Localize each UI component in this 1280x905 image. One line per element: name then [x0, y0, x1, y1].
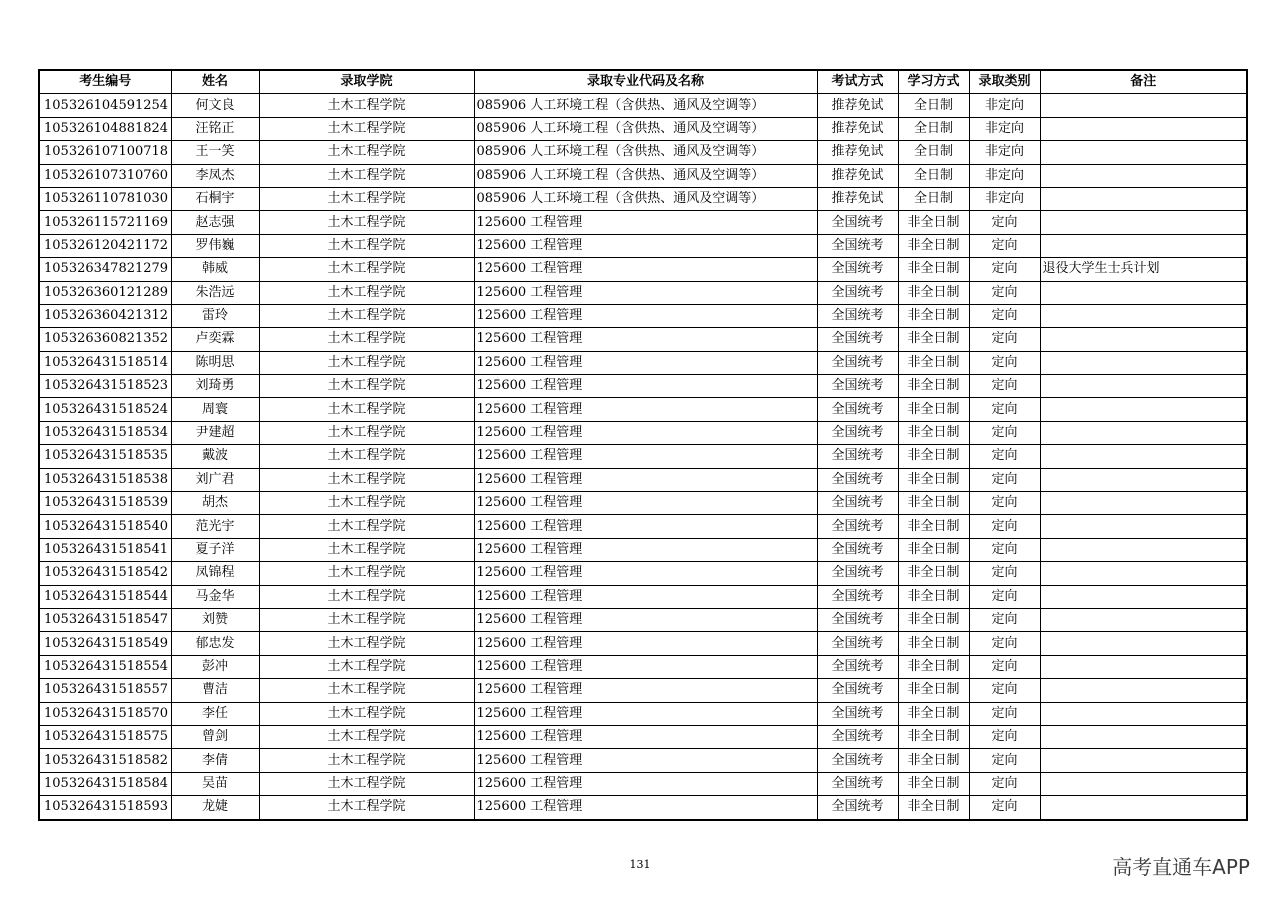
cell-exam-method: 全国统考 [817, 492, 898, 515]
cell-study-mode: 全日制 [898, 164, 969, 187]
cell-major: 125600 工程管理 [474, 375, 817, 398]
cell-admission-type: 非定向 [969, 94, 1040, 117]
cell-study-mode: 非全日制 [898, 211, 969, 234]
cell-study-mode: 非全日制 [898, 281, 969, 304]
cell-major: 125600 工程管理 [474, 281, 817, 304]
cell-college: 土木工程学院 [259, 234, 474, 257]
cell-admission-type: 定向 [969, 421, 1040, 444]
cell-study-mode: 非全日制 [898, 258, 969, 281]
cell-admission-type: 定向 [969, 796, 1040, 820]
cell-college: 土木工程学院 [259, 211, 474, 234]
table-row [39, 749, 1247, 772]
cell-admission-type: 定向 [969, 351, 1040, 374]
cell-name: 吴苗 [171, 772, 259, 795]
cell-college: 土木工程学院 [259, 585, 474, 608]
cell-admission-type: 定向 [969, 632, 1040, 655]
cell-name: 马金华 [171, 585, 259, 608]
table-row [39, 632, 1247, 655]
cell-name: 何文良 [171, 94, 259, 117]
cell-exam-id: 105326431518524 [39, 398, 171, 421]
cell-major: 125600 工程管理 [474, 796, 817, 820]
cell-remarks: 退役大学生士兵计划 [1040, 258, 1247, 281]
cell-college: 土木工程学院 [259, 94, 474, 117]
cell-remarks [1040, 515, 1247, 538]
table-row [39, 585, 1247, 608]
cell-remarks [1040, 445, 1247, 468]
cell-exam-id: 105326360821352 [39, 328, 171, 351]
cell-college: 土木工程学院 [259, 164, 474, 187]
cell-study-mode: 非全日制 [898, 608, 969, 631]
cell-exam-method: 推荐免试 [817, 117, 898, 140]
cell-admission-type: 定向 [969, 375, 1040, 398]
cell-admission-type: 定向 [969, 702, 1040, 725]
cell-name: 戴波 [171, 445, 259, 468]
cell-college: 土木工程学院 [259, 772, 474, 795]
cell-study-mode: 非全日制 [898, 772, 969, 795]
cell-exam-id: 105326360421312 [39, 304, 171, 327]
cell-major: 085906 人工环境工程（含供热、通风及空调等） [474, 117, 817, 140]
cell-remarks [1040, 585, 1247, 608]
admission-table-container [38, 69, 1246, 821]
cell-exam-id: 105326431518584 [39, 772, 171, 795]
cell-name: 曹洁 [171, 679, 259, 702]
cell-study-mode: 非全日制 [898, 492, 969, 515]
cell-college: 土木工程学院 [259, 445, 474, 468]
cell-admission-type: 非定向 [969, 164, 1040, 187]
cell-remarks [1040, 328, 1247, 351]
cell-college: 土木工程学院 [259, 796, 474, 820]
cell-study-mode: 全日制 [898, 117, 969, 140]
cell-remarks [1040, 117, 1247, 140]
cell-remarks [1040, 421, 1247, 444]
cell-study-mode: 非全日制 [898, 445, 969, 468]
cell-exam-method: 全国统考 [817, 398, 898, 421]
table-row [39, 304, 1247, 327]
cell-study-mode: 非全日制 [898, 655, 969, 678]
cell-college: 土木工程学院 [259, 538, 474, 561]
cell-major: 125600 工程管理 [474, 655, 817, 678]
cell-remarks [1040, 772, 1247, 795]
cell-exam-method: 全国统考 [817, 445, 898, 468]
cell-remarks [1040, 375, 1247, 398]
cell-major: 125600 工程管理 [474, 538, 817, 561]
cell-remarks [1040, 398, 1247, 421]
cell-remarks [1040, 234, 1247, 257]
table-row [39, 655, 1247, 678]
cell-exam-id: 105326431518539 [39, 492, 171, 515]
cell-study-mode: 非全日制 [898, 328, 969, 351]
cell-name: 卢奕霖 [171, 328, 259, 351]
cell-study-mode: 非全日制 [898, 562, 969, 585]
table-row [39, 679, 1247, 702]
cell-exam-method: 全国统考 [817, 796, 898, 820]
cell-admission-type: 定向 [969, 304, 1040, 327]
table-row [39, 398, 1247, 421]
cell-study-mode: 非全日制 [898, 234, 969, 257]
cell-admission-type: 定向 [969, 725, 1040, 748]
cell-exam-id: 105326120421172 [39, 234, 171, 257]
cell-exam-method: 全国统考 [817, 702, 898, 725]
cell-exam-method: 全国统考 [817, 375, 898, 398]
header-major: 录取专业代码及名称 [474, 70, 817, 94]
cell-admission-type: 非定向 [969, 117, 1040, 140]
cell-major: 125600 工程管理 [474, 562, 817, 585]
cell-college: 土木工程学院 [259, 304, 474, 327]
cell-name: 彭冲 [171, 655, 259, 678]
cell-study-mode: 非全日制 [898, 702, 969, 725]
cell-exam-method: 全国统考 [817, 585, 898, 608]
cell-admission-type: 定向 [969, 772, 1040, 795]
cell-name: 凤锦程 [171, 562, 259, 585]
cell-name: 陈明思 [171, 351, 259, 374]
cell-exam-id: 105326107100718 [39, 141, 171, 164]
table-row [39, 725, 1247, 748]
table-row [39, 164, 1247, 187]
cell-admission-type: 定向 [969, 445, 1040, 468]
cell-college: 土木工程学院 [259, 725, 474, 748]
cell-remarks [1040, 702, 1247, 725]
cell-college: 土木工程学院 [259, 702, 474, 725]
cell-exam-method: 全国统考 [817, 608, 898, 631]
cell-name: 李任 [171, 702, 259, 725]
cell-exam-method: 全国统考 [817, 351, 898, 374]
cell-exam-method: 全国统考 [817, 421, 898, 444]
cell-study-mode: 非全日制 [898, 304, 969, 327]
cell-exam-method: 全国统考 [817, 234, 898, 257]
cell-exam-id: 105326110781030 [39, 187, 171, 210]
table-row [39, 187, 1247, 210]
cell-remarks [1040, 141, 1247, 164]
cell-college: 土木工程学院 [259, 468, 474, 491]
cell-remarks [1040, 187, 1247, 210]
cell-major: 085906 人工环境工程（含供热、通风及空调等） [474, 94, 817, 117]
header-remarks: 备注 [1040, 70, 1247, 94]
cell-admission-type: 定向 [969, 655, 1040, 678]
cell-remarks [1040, 468, 1247, 491]
cell-major: 125600 工程管理 [474, 421, 817, 444]
cell-admission-type: 定向 [969, 679, 1040, 702]
cell-study-mode: 非全日制 [898, 538, 969, 561]
cell-study-mode: 全日制 [898, 187, 969, 210]
cell-admission-type: 定向 [969, 492, 1040, 515]
cell-study-mode: 非全日制 [898, 679, 969, 702]
cell-name: 罗伟巍 [171, 234, 259, 257]
cell-exam-id: 105326431518575 [39, 725, 171, 748]
cell-remarks [1040, 725, 1247, 748]
cell-admission-type: 定向 [969, 608, 1040, 631]
cell-study-mode: 非全日制 [898, 725, 969, 748]
table-header-row [39, 70, 1247, 94]
cell-name: 曾剑 [171, 725, 259, 748]
cell-remarks [1040, 94, 1247, 117]
cell-exam-id: 105326431518540 [39, 515, 171, 538]
cell-remarks [1040, 749, 1247, 772]
cell-college: 土木工程学院 [259, 421, 474, 444]
cell-college: 土木工程学院 [259, 492, 474, 515]
cell-major: 085906 人工环境工程（含供热、通风及空调等） [474, 164, 817, 187]
cell-remarks [1040, 538, 1247, 561]
table-row [39, 608, 1247, 631]
cell-college: 土木工程学院 [259, 117, 474, 140]
cell-college: 土木工程学院 [259, 328, 474, 351]
cell-admission-type: 定向 [969, 515, 1040, 538]
table-row [39, 234, 1247, 257]
cell-major: 125600 工程管理 [474, 304, 817, 327]
cell-major: 125600 工程管理 [474, 608, 817, 631]
cell-college: 土木工程学院 [259, 679, 474, 702]
cell-major: 125600 工程管理 [474, 468, 817, 491]
cell-major: 125600 工程管理 [474, 702, 817, 725]
cell-exam-method: 全国统考 [817, 655, 898, 678]
cell-admission-type: 定向 [969, 398, 1040, 421]
cell-college: 土木工程学院 [259, 375, 474, 398]
cell-admission-type: 定向 [969, 328, 1040, 351]
cell-exam-id: 105326104881824 [39, 117, 171, 140]
cell-study-mode: 全日制 [898, 94, 969, 117]
header-name: 姓名 [171, 70, 259, 94]
cell-exam-method: 全国统考 [817, 468, 898, 491]
cell-name: 汪铭正 [171, 117, 259, 140]
cell-exam-id: 105326431518557 [39, 679, 171, 702]
cell-remarks [1040, 492, 1247, 515]
cell-exam-method: 全国统考 [817, 211, 898, 234]
cell-exam-id: 105326431518541 [39, 538, 171, 561]
cell-college: 土木工程学院 [259, 608, 474, 631]
cell-name: 胡杰 [171, 492, 259, 515]
cell-exam-id: 105326107310760 [39, 164, 171, 187]
cell-exam-id: 105326431518535 [39, 445, 171, 468]
cell-study-mode: 全日制 [898, 141, 969, 164]
cell-remarks [1040, 164, 1247, 187]
table-row [39, 281, 1247, 304]
table-row [39, 702, 1247, 725]
cell-exam-id: 105326347821279 [39, 258, 171, 281]
table-body [39, 94, 1247, 820]
cell-study-mode: 非全日制 [898, 375, 969, 398]
cell-name: 朱浩远 [171, 281, 259, 304]
table-row [39, 328, 1247, 351]
table-row [39, 538, 1247, 561]
cell-study-mode: 非全日制 [898, 468, 969, 491]
cell-name: 龙婕 [171, 796, 259, 820]
cell-college: 土木工程学院 [259, 655, 474, 678]
cell-study-mode: 非全日制 [898, 796, 969, 820]
cell-remarks [1040, 281, 1247, 304]
cell-exam-method: 全国统考 [817, 328, 898, 351]
table-row [39, 772, 1247, 795]
cell-exam-id: 105326431518547 [39, 608, 171, 631]
table-row [39, 351, 1247, 374]
cell-college: 土木工程学院 [259, 632, 474, 655]
cell-major: 125600 工程管理 [474, 725, 817, 748]
cell-exam-method: 全国统考 [817, 562, 898, 585]
cell-name: 赵志强 [171, 211, 259, 234]
table-row [39, 375, 1247, 398]
cell-college: 土木工程学院 [259, 281, 474, 304]
cell-admission-type: 定向 [969, 211, 1040, 234]
table-row [39, 258, 1247, 281]
cell-exam-id: 105326104591254 [39, 94, 171, 117]
header-exam-id: 考生编号 [39, 70, 171, 94]
cell-college: 土木工程学院 [259, 141, 474, 164]
table-row [39, 468, 1247, 491]
cell-admission-type: 定向 [969, 562, 1040, 585]
cell-major: 125600 工程管理 [474, 445, 817, 468]
cell-name: 刘琦勇 [171, 375, 259, 398]
table-row [39, 492, 1247, 515]
cell-exam-id: 105326431518538 [39, 468, 171, 491]
cell-exam-id: 105326431518582 [39, 749, 171, 772]
cell-name: 周寰 [171, 398, 259, 421]
table-row [39, 515, 1247, 538]
table-row [39, 421, 1247, 444]
cell-admission-type: 非定向 [969, 141, 1040, 164]
cell-exam-method: 全国统考 [817, 304, 898, 327]
cell-major: 125600 工程管理 [474, 258, 817, 281]
cell-exam-id: 105326115721169 [39, 211, 171, 234]
cell-exam-method: 全国统考 [817, 515, 898, 538]
table-row [39, 796, 1247, 820]
table-row [39, 141, 1247, 164]
cell-exam-method: 全国统考 [817, 772, 898, 795]
cell-exam-id: 105326431518593 [39, 796, 171, 820]
cell-major: 085906 人工环境工程（含供热、通风及空调等） [474, 141, 817, 164]
cell-admission-type: 定向 [969, 585, 1040, 608]
cell-name: 郁忠发 [171, 632, 259, 655]
cell-exam-method: 全国统考 [817, 538, 898, 561]
header-college: 录取学院 [259, 70, 474, 94]
cell-major: 125600 工程管理 [474, 772, 817, 795]
cell-remarks [1040, 211, 1247, 234]
cell-major: 125600 工程管理 [474, 515, 817, 538]
cell-major: 125600 工程管理 [474, 351, 817, 374]
cell-name: 李倩 [171, 749, 259, 772]
cell-remarks [1040, 304, 1247, 327]
cell-name: 石桐宇 [171, 187, 259, 210]
cell-college: 土木工程学院 [259, 351, 474, 374]
cell-exam-id: 105326431518570 [39, 702, 171, 725]
cell-study-mode: 非全日制 [898, 398, 969, 421]
cell-major: 125600 工程管理 [474, 679, 817, 702]
cell-exam-method: 推荐免试 [817, 94, 898, 117]
cell-name: 李凤杰 [171, 164, 259, 187]
cell-name: 尹建超 [171, 421, 259, 444]
cell-name: 王一笑 [171, 141, 259, 164]
cell-major: 125600 工程管理 [474, 328, 817, 351]
cell-college: 土木工程学院 [259, 258, 474, 281]
cell-exam-id: 105326431518514 [39, 351, 171, 374]
cell-major: 085906 人工环境工程（含供热、通风及空调等） [474, 187, 817, 210]
cell-exam-method: 全国统考 [817, 679, 898, 702]
cell-admission-type: 定向 [969, 468, 1040, 491]
admission-table [38, 69, 1248, 821]
cell-exam-method: 全国统考 [817, 632, 898, 655]
cell-admission-type: 定向 [969, 258, 1040, 281]
cell-college: 土木工程学院 [259, 562, 474, 585]
cell-name: 雷玲 [171, 304, 259, 327]
cell-college: 土木工程学院 [259, 749, 474, 772]
cell-major: 125600 工程管理 [474, 234, 817, 257]
cell-remarks [1040, 655, 1247, 678]
cell-exam-method: 推荐免试 [817, 164, 898, 187]
cell-study-mode: 非全日制 [898, 351, 969, 374]
table-row [39, 211, 1247, 234]
cell-major: 125600 工程管理 [474, 398, 817, 421]
table-row [39, 94, 1247, 117]
header-admission-type: 录取类别 [969, 70, 1040, 94]
cell-exam-method: 全国统考 [817, 749, 898, 772]
cell-major: 125600 工程管理 [474, 585, 817, 608]
cell-study-mode: 非全日制 [898, 515, 969, 538]
cell-study-mode: 非全日制 [898, 585, 969, 608]
cell-exam-method: 全国统考 [817, 281, 898, 304]
cell-exam-id: 105326431518549 [39, 632, 171, 655]
cell-major: 125600 工程管理 [474, 492, 817, 515]
table-row [39, 117, 1247, 140]
cell-college: 土木工程学院 [259, 398, 474, 421]
cell-remarks [1040, 796, 1247, 820]
cell-exam-method: 全国统考 [817, 725, 898, 748]
cell-study-mode: 非全日制 [898, 749, 969, 772]
page-number: 131 [629, 858, 651, 871]
cell-exam-method: 推荐免试 [817, 187, 898, 210]
cell-remarks [1040, 608, 1247, 631]
cell-college: 土木工程学院 [259, 515, 474, 538]
cell-admission-type: 定向 [969, 749, 1040, 772]
cell-remarks [1040, 562, 1247, 585]
cell-remarks [1040, 679, 1247, 702]
cell-exam-method: 全国统考 [817, 258, 898, 281]
cell-exam-id: 105326431518554 [39, 655, 171, 678]
cell-exam-id: 105326431518523 [39, 375, 171, 398]
cell-remarks [1040, 351, 1247, 374]
cell-exam-method: 推荐免试 [817, 141, 898, 164]
header-study-mode: 学习方式 [898, 70, 969, 94]
cell-major: 125600 工程管理 [474, 632, 817, 655]
cell-exam-id: 105326431518534 [39, 421, 171, 444]
cell-study-mode: 非全日制 [898, 421, 969, 444]
table-row [39, 562, 1247, 585]
cell-name: 刘赞 [171, 608, 259, 631]
cell-name: 刘广君 [171, 468, 259, 491]
cell-exam-id: 105326360121289 [39, 281, 171, 304]
cell-study-mode: 非全日制 [898, 632, 969, 655]
cell-name: 范光宇 [171, 515, 259, 538]
cell-admission-type: 定向 [969, 234, 1040, 257]
cell-name: 韩威 [171, 258, 259, 281]
header-exam-method: 考试方式 [817, 70, 898, 94]
cell-admission-type: 定向 [969, 538, 1040, 561]
cell-college: 土木工程学院 [259, 187, 474, 210]
cell-exam-id: 105326431518542 [39, 562, 171, 585]
cell-exam-id: 105326431518544 [39, 585, 171, 608]
table-row [39, 445, 1247, 468]
cell-major: 125600 工程管理 [474, 749, 817, 772]
cell-major: 125600 工程管理 [474, 211, 817, 234]
cell-admission-type: 非定向 [969, 187, 1040, 210]
watermark: 高考直通车APP [1112, 855, 1250, 879]
cell-name: 夏子洋 [171, 538, 259, 561]
cell-admission-type: 定向 [969, 281, 1040, 304]
cell-remarks [1040, 632, 1247, 655]
